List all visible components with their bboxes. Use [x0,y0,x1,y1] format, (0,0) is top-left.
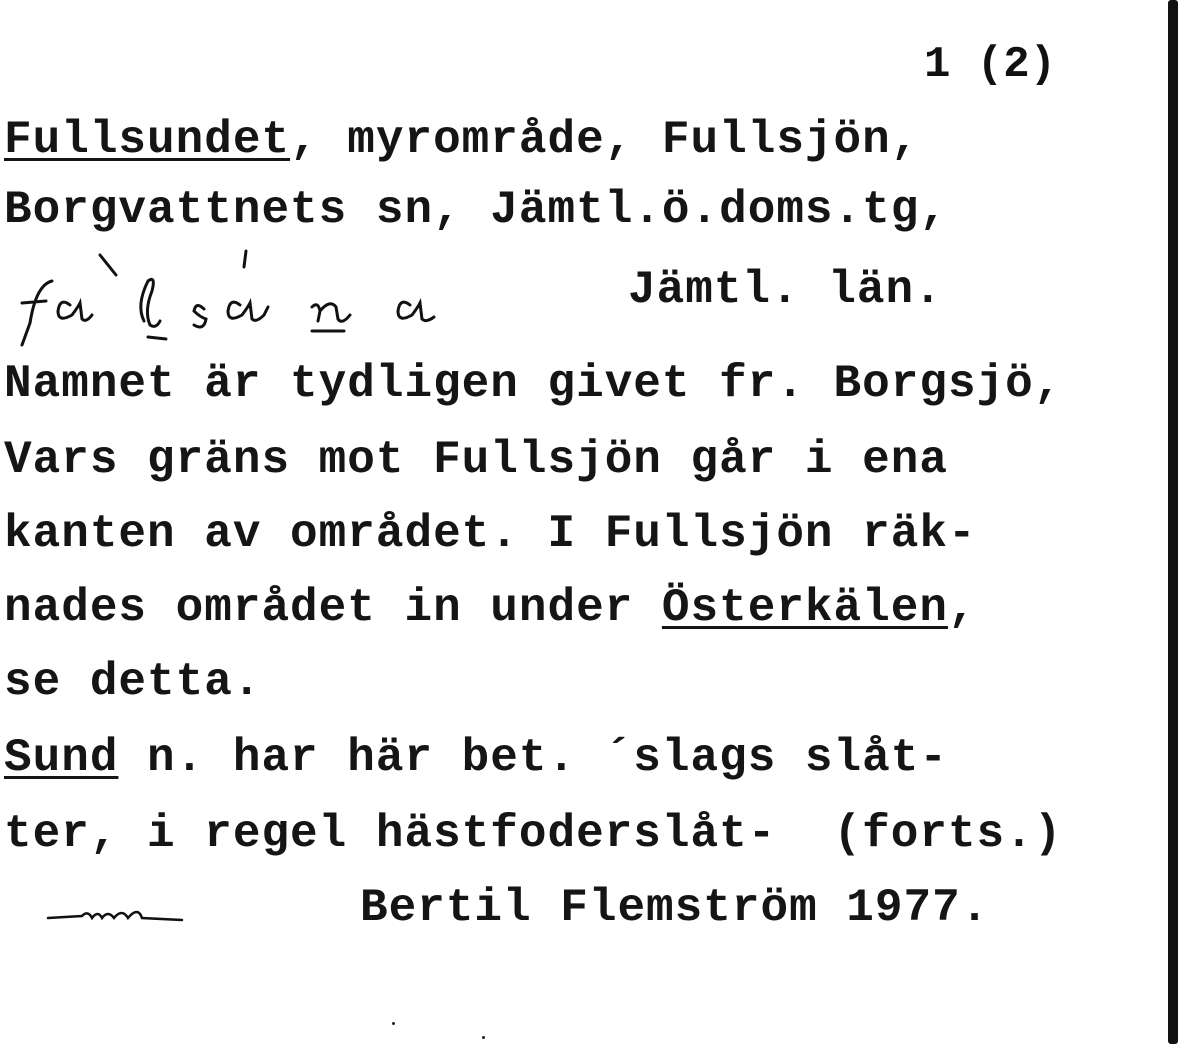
line-6: kanten av området. I Fullsjön räk- [4,508,977,560]
line-7 [4,580,977,636]
line-1 [4,112,919,168]
line-5: Vars gräns mot Fullsjön går i ena [4,434,948,486]
line-4: Namnet är tydligen givet fr. Borgsjö, [4,358,1063,410]
card-edge-rule [1168,0,1178,1044]
headword: Fullsundet [4,114,291,166]
handwritten-pronunciation [0,245,470,355]
line-7-post: , [947,582,977,634]
line-9 [4,730,948,786]
page-number: 1 (2) [924,40,1057,90]
line-9-rest: n. har här bet. ´slags slåt- [118,732,948,784]
handwritten-scribble [42,896,192,936]
line-7-pre: nades området in under [4,582,662,634]
line-2: Borgvattnets sn, Jämtl.ö.doms.tg, [4,184,948,236]
paper-speck [392,1022,395,1025]
paper-speck [482,1036,485,1039]
subhead-sund: Sund [4,732,119,784]
line-3: Jämtl. län. [628,264,943,316]
signature: Bertil Flemström 1977. [360,882,990,934]
cross-reference: Österkälen [661,582,948,634]
line-10: ter, i regel hästfoderslåt- (forts.) [4,808,1063,860]
line-1-rest: , myrområde, Fullsjön, [290,114,920,166]
line-8: se detta. [4,656,262,708]
